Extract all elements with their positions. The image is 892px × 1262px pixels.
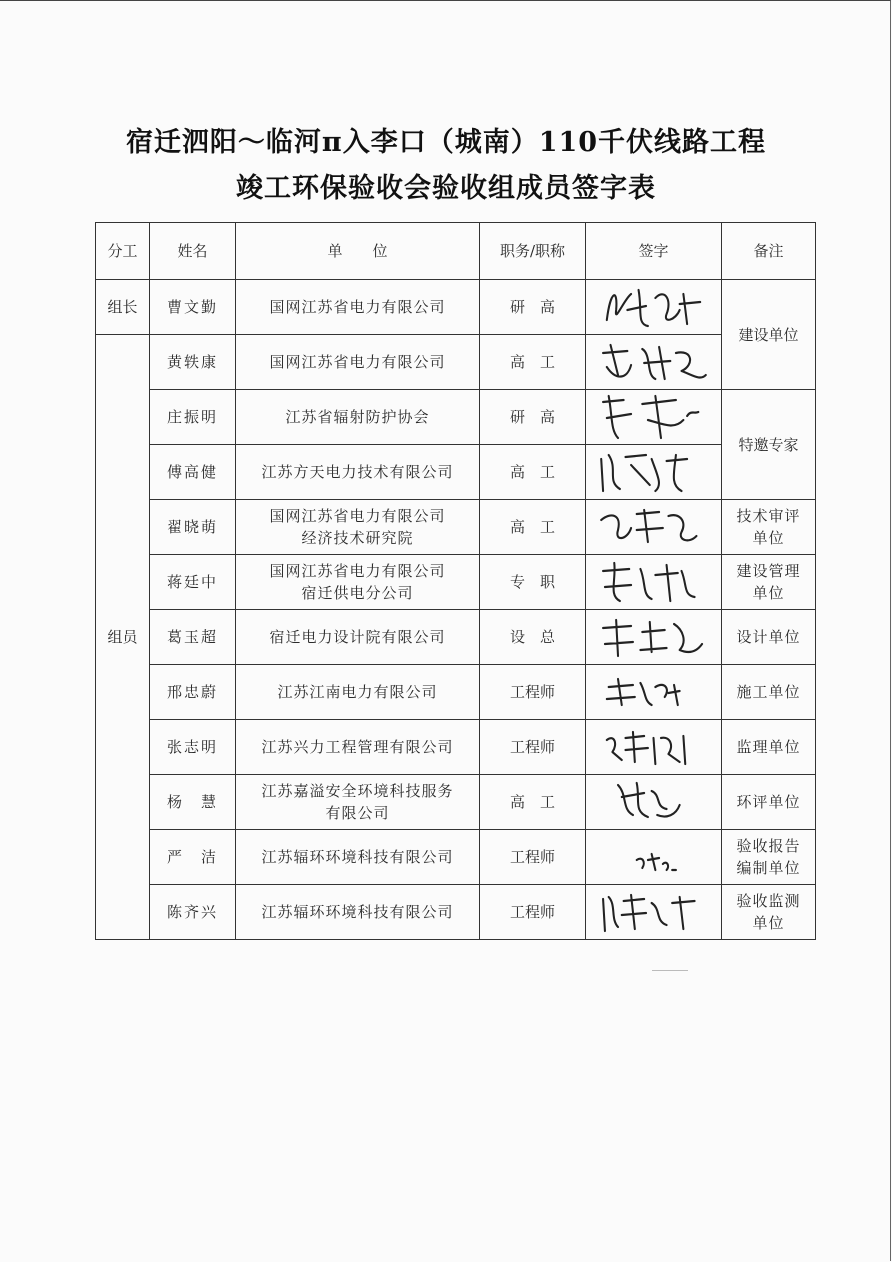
header-unit: 单 位 xyxy=(236,223,480,280)
member-unit: 江苏方天电力技术有限公司 xyxy=(236,445,480,500)
document-subtitle: 竣工环保验收会验收组成员签字表 xyxy=(236,173,656,204)
member-unit: 国网江苏省电力有限公司 经济技术研究院 xyxy=(236,500,480,555)
signature-cell xyxy=(586,665,722,720)
handwritten-signature xyxy=(590,775,717,829)
member-unit: 国网江苏省电力有限公司 xyxy=(236,280,480,335)
signature-table xyxy=(95,222,816,940)
member-unit: 江苏兴力工程管理有限公司 xyxy=(236,720,480,775)
table-row xyxy=(96,775,816,830)
signature-cell xyxy=(586,555,722,610)
member-name: 严 洁 xyxy=(150,830,236,885)
header-position: 职务/职称 xyxy=(480,223,586,280)
table-row xyxy=(96,500,816,555)
member-name: 黄轶康 xyxy=(150,335,236,390)
signature-cell xyxy=(586,500,722,555)
handwritten-signature xyxy=(590,885,717,939)
table-row xyxy=(96,280,816,335)
handwritten-signature xyxy=(590,335,717,389)
table-body xyxy=(96,280,816,940)
member-name: 邢忠蔚 xyxy=(150,665,236,720)
member-unit: 江苏江南电力有限公司 xyxy=(236,665,480,720)
member-name: 曹文勤 xyxy=(150,280,236,335)
role-leader: 组长 xyxy=(96,280,150,335)
table-row xyxy=(96,445,816,500)
handwritten-signature xyxy=(590,390,717,444)
member-unit: 国网江苏省电力有限公司 xyxy=(236,335,480,390)
handwritten-signature xyxy=(590,500,717,554)
role-members: 组员 xyxy=(96,335,150,940)
handwritten-signature xyxy=(590,830,717,884)
member-position: 高 工 xyxy=(480,775,586,830)
document-title: 宿迁泗阳～临河π入李口（城南）110千伏线路工程 xyxy=(125,127,767,158)
handwritten-signature xyxy=(590,720,717,774)
table-row xyxy=(96,610,816,665)
member-unit: 宿迁电力设计院有限公司 xyxy=(236,610,480,665)
handwritten-signature xyxy=(590,280,717,334)
member-position: 高 工 xyxy=(480,335,586,390)
table-row xyxy=(96,555,816,610)
member-position: 高 工 xyxy=(480,500,586,555)
member-unit: 国网江苏省电力有限公司 宿迁供电分公司 xyxy=(236,555,480,610)
header-remark: 备注 xyxy=(722,223,816,280)
table-row xyxy=(96,830,816,885)
member-position: 专 职 xyxy=(480,555,586,610)
member-position: 工程师 xyxy=(480,885,586,940)
table-row xyxy=(96,665,816,720)
table-row xyxy=(96,885,816,940)
member-name: 杨 慧 xyxy=(150,775,236,830)
table-row xyxy=(96,335,816,390)
header-role: 分工 xyxy=(96,223,150,280)
member-position: 设 总 xyxy=(480,610,586,665)
member-remark: 设计单位 xyxy=(722,610,816,665)
remark-invited-experts: 特邀专家 xyxy=(722,390,816,500)
member-remark: 建设管理 单位 xyxy=(722,555,816,610)
signature-cell xyxy=(586,610,722,665)
member-position: 工程师 xyxy=(480,665,586,720)
member-unit: 江苏嘉溢安全环境科技服务 有限公司 xyxy=(236,775,480,830)
member-name: 陈齐兴 xyxy=(150,885,236,940)
member-unit: 江苏辐环环境科技有限公司 xyxy=(236,830,480,885)
header-signature: 签字 xyxy=(586,223,722,280)
member-remark: 验收报告 编制单位 xyxy=(722,830,816,885)
remark-construction: 建设单位 xyxy=(722,280,816,390)
handwritten-signature xyxy=(590,445,717,499)
member-name: 翟晓萌 xyxy=(150,500,236,555)
member-remark: 技术审评 单位 xyxy=(722,500,816,555)
member-position: 研 高 xyxy=(480,390,586,445)
member-name: 葛玉超 xyxy=(150,610,236,665)
handwritten-signature xyxy=(590,610,717,664)
signature-cell xyxy=(586,720,722,775)
table-row xyxy=(96,390,816,445)
member-position: 研 高 xyxy=(480,280,586,335)
member-unit: 江苏省辐射防护协会 xyxy=(236,390,480,445)
member-name: 傅高健 xyxy=(150,445,236,500)
handwritten-signature xyxy=(590,665,717,719)
signature-cell xyxy=(586,280,722,335)
signature-cell xyxy=(586,445,722,500)
member-remark: 监理单位 xyxy=(722,720,816,775)
member-position: 工程师 xyxy=(480,720,586,775)
signature-cell xyxy=(586,885,722,940)
member-remark: 施工单位 xyxy=(722,665,816,720)
member-name: 张志明 xyxy=(150,720,236,775)
member-remark: 环评单位 xyxy=(722,775,816,830)
member-name: 蒋廷中 xyxy=(150,555,236,610)
signature-cell xyxy=(586,830,722,885)
table-row xyxy=(96,720,816,775)
signature-cell xyxy=(586,775,722,830)
member-position: 高 工 xyxy=(480,445,586,500)
handwritten-signature xyxy=(590,555,717,609)
member-name: 庄振明 xyxy=(150,390,236,445)
header-name: 姓名 xyxy=(150,223,236,280)
table-header-row xyxy=(96,223,816,280)
scan-mark xyxy=(652,970,688,971)
member-remark: 验收监测 单位 xyxy=(722,885,816,940)
signature-cell xyxy=(586,335,722,390)
signature-cell xyxy=(586,390,722,445)
member-position: 工程师 xyxy=(480,830,586,885)
member-unit: 江苏辐环环境科技有限公司 xyxy=(236,885,480,940)
